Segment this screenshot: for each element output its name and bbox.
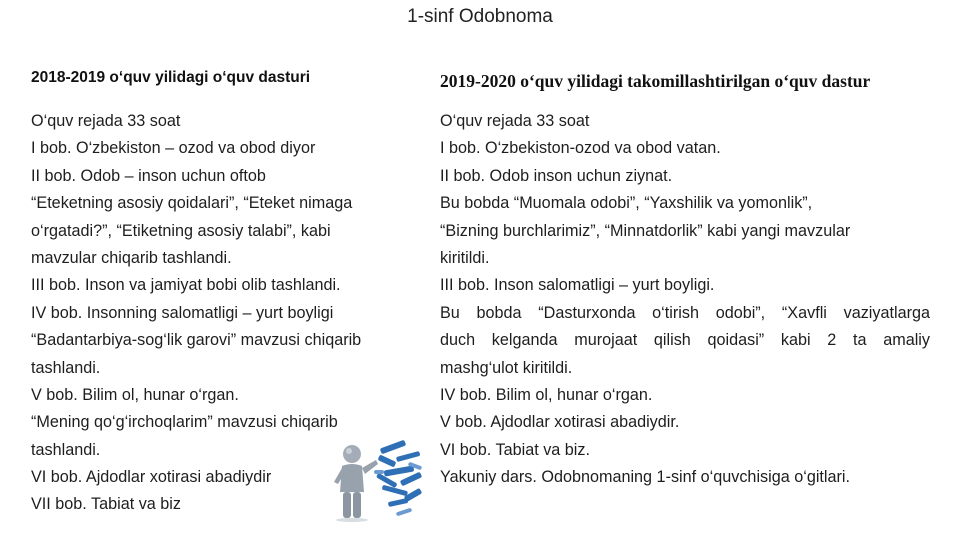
left-column-line: V bob. Bilim ol, hunar o‘rgan. bbox=[31, 385, 239, 404]
left-column-line: “Badantarbiya-sog‘lik garovi” mavzusi chiqarib bbox=[31, 331, 362, 350]
slide-title: 1-sinf Odobnoma bbox=[407, 6, 553, 27]
right-column-line: Bu bobda “Dasturxonda o‘tirish odobi”, “Xavfli vaziyatlarga bbox=[440, 303, 930, 322]
right-column-line: IV bob. Bilim ol, hunar o‘rgan. bbox=[440, 385, 653, 404]
left-column-line: IV bob. Insonning salomatligi – yurt boyligi bbox=[31, 303, 334, 322]
right-column-line: “Bizning burchlarimiz”, “Minnatdorlik” kabi yangi mavzular bbox=[440, 221, 851, 240]
right-column-line: kiritildi. bbox=[440, 248, 490, 267]
left-column-line: VI bob. Ajdodlar xotirasi abadiydir bbox=[31, 468, 272, 487]
left-column-line: tashlandi. bbox=[31, 358, 101, 377]
right-column-line: mashg‘ulot kiritildi. bbox=[440, 358, 573, 377]
left-column-line: tashlandi. bbox=[31, 440, 101, 459]
left-column-line: o‘rgatadi?”, “Etiketning asosiy talabi”, kabi bbox=[31, 221, 331, 240]
person-with-word-cloud-icon bbox=[318, 440, 430, 522]
left-column-line: mavzular chiqarib tashlandi. bbox=[31, 248, 232, 267]
left-column-line: VII bob. Tabiat va biz bbox=[31, 495, 181, 514]
right-column-line: Bu bobda “Muomala odobi”, “Yaxshilik va yomonlik”, bbox=[440, 194, 813, 213]
right-column-lines bbox=[440, 108, 930, 491]
right-column bbox=[440, 66, 930, 491]
left-column-line: III bob. Inson va jamiyat bobi olib tashlandi. bbox=[31, 276, 341, 295]
left-column-line: O‘quv rejada 33 soat bbox=[31, 112, 181, 130]
left-column-line: “Eteketning asosiy qoidalari”, “Eteket nimaga bbox=[31, 194, 353, 213]
left-column-heading: 2018-2019 o‘quv yilidagi o‘quv dasturi bbox=[31, 69, 311, 86]
right-column-line: II bob. Odob inson uchun ziynat. bbox=[440, 166, 673, 185]
right-column-heading: 2019-2020 o‘quv yilidagi takomillashtirilgan o‘quv dastur bbox=[440, 71, 871, 91]
right-column-line: duch kelganda murojaat qilish qoidasi” kabi 2 ta amaliy bbox=[440, 331, 930, 350]
left-column-line: I bob. O‘zbekiston – ozod va obod diyor bbox=[31, 139, 316, 158]
right-column-line: III bob. Inson salomatligi – yurt boyligi. bbox=[440, 276, 715, 295]
right-column-line: V bob. Ajdodlar xotirasi abadiydir. bbox=[440, 413, 680, 432]
left-column-line: “Mening qo‘g‘irchoqlarim” mavzusi chiqarib bbox=[31, 413, 338, 432]
left-column-line: II bob. Odob – inson uchun oftob bbox=[31, 166, 266, 185]
right-column-line: O‘quv rejada 33 soat bbox=[440, 112, 590, 130]
right-column-line: VI bob. Tabiat va biz. bbox=[440, 440, 590, 459]
right-column-line: I bob. O‘zbekiston-ozod va obod vatan. bbox=[440, 139, 721, 158]
right-column-line: Yakuniy dars. Odobnomaning 1-sinf o‘quvchisiga o‘gitlari. bbox=[440, 468, 851, 487]
